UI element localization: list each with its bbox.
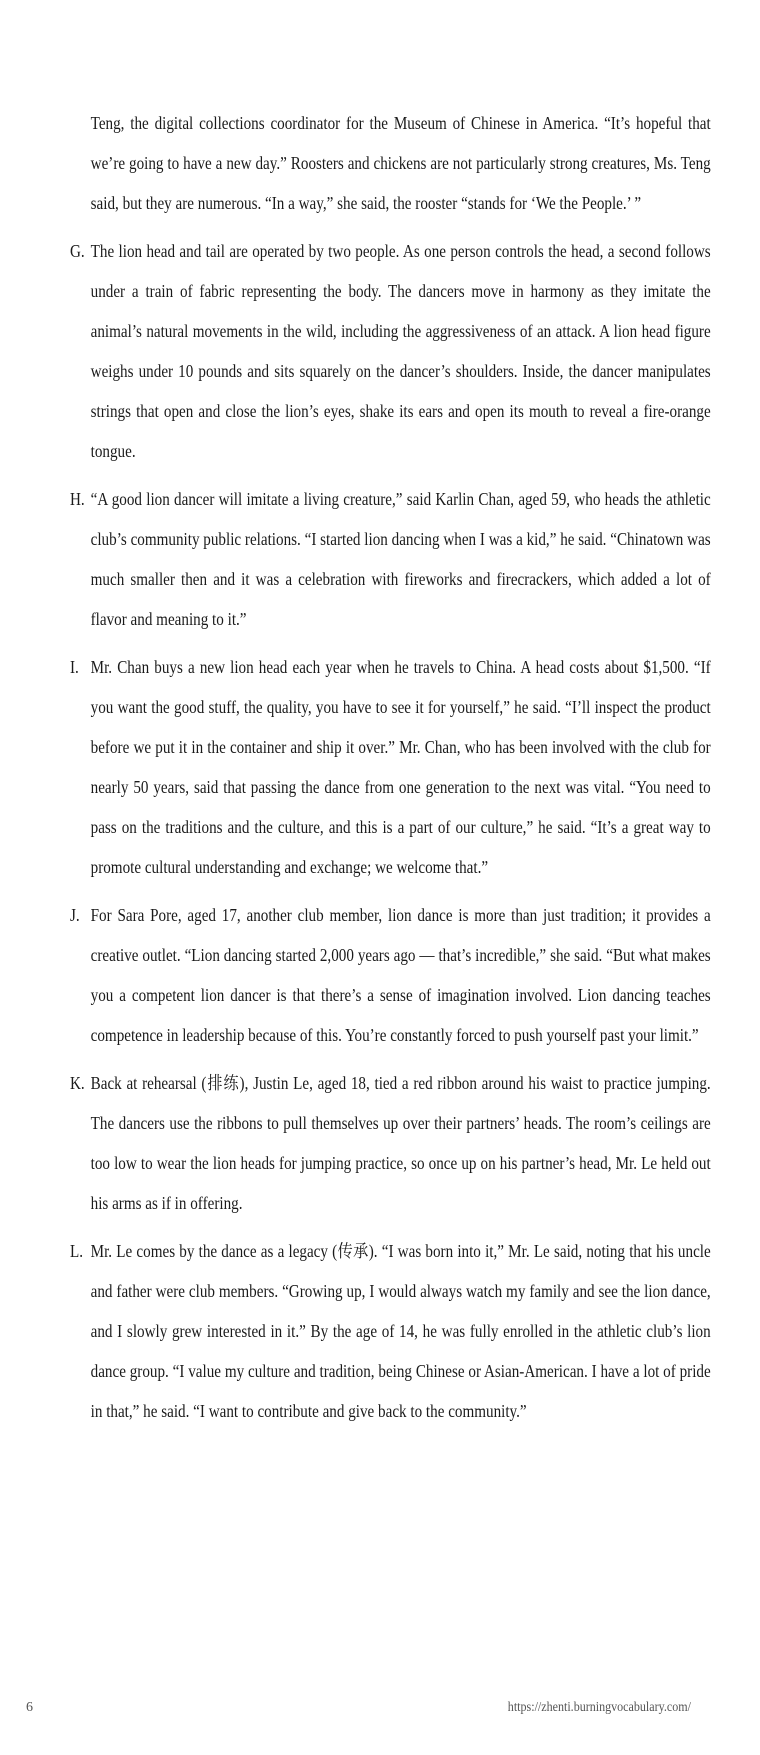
- paragraph-text: Mr. Chan buys a new lion head each year when he travels to China. A head costs about $1,500. “If you want the good stuff, the quality, you have to see it for yourself,” he said. “I’ll inspect the product before we put it in the container and ship it over.” Mr. Chan, who has been involved with the club for nearly 50 years, said that passing the dance from one generation to the next was vital. “You need to pass on the traditions and the culture, and this is a part of our culture,” he said. “It’s a great way to promote cultural understanding and exchange; we welcome that.”: [90, 657, 711, 877]
- paragraph-letter: G.: [70, 241, 85, 261]
- paragraph-text: Back at rehearsal (排练), Justin Le, aged 18, tied a red ribbon around his waist to practice jumping. The dancers use the ribbons to pull themselves up over their partners’ heads. The room’s ceilings are too low to wear the lion heads for jumping practice, so once up on his partner’s head, Mr. Le held out his arms as if in offering.: [90, 1073, 711, 1213]
- page-number: 6: [26, 1700, 33, 1715]
- paragraph-text: The lion head and tail are operated by two people. As one person controls the head, a second follows under a train of fabric representing the body. The dancers move in harmony as they imitate the animal’s natural movements in the wild, including the aggressiveness of an attack. A lion head figure weighs under 10 pounds and sits squarely on the dancer’s shoulders. Inside, the dancer manipulates strings that open and close the lion’s eyes, shake its ears and open its mouth to reveal a fire-orange tongue.: [90, 241, 711, 461]
- paragraph-l: [70, 1231, 711, 1431]
- paragraph-h: [70, 479, 711, 639]
- paragraph-letter: H.: [70, 489, 85, 509]
- footer-url-link[interactable]: https://zhenti.burningvocabulary.com/: [507, 1700, 691, 1715]
- article-body: [70, 103, 711, 1439]
- paragraph-i: [70, 647, 711, 887]
- paragraph-continued: [70, 103, 711, 223]
- paragraph-letter: L.: [70, 1241, 84, 1261]
- paragraph-text: Mr. Le comes by the dance as a legacy (传承). “I was born into it,” Mr. Le said, noting that his uncle and father were club members. “Growing up, I would always watch my family and see the lion dance, and I slowly grew interested in it.” By the age of 14, he was fully enrolled in the athletic club’s lion dance group. “I value my culture and tradition, being Chinese or Asian-American. I have a lot of pride in that,” he said. “I want to contribute and give back to the community.”: [90, 1241, 711, 1421]
- paragraph-j: [70, 895, 711, 1055]
- paragraph-text: For Sara Pore, aged 17, another club member, lion dance is more than just tradition; it provides a creative outlet. “Lion dancing started 2,000 years ago — that’s incredible,” she said. “But what makes you a competent lion dancer is that there’s a sense of imagination involved. Lion dancing teaches competence in leadership because of this. You’re constantly forced to push yourself past your limit.”: [90, 905, 711, 1045]
- paragraph-g: [70, 231, 711, 471]
- paragraph-text: “A good lion dancer will imitate a living creature,” said Karlin Chan, aged 59, who heads the athletic club’s community public relations. “I started lion dancing when I was a kid,” he said. “Chinatown was much smaller then and it was a celebration with fireworks and firecrackers, which added a lot of flavor and meaning to it.”: [90, 489, 711, 629]
- paragraph-letter: J.: [70, 905, 80, 925]
- paragraph-letter: K.: [70, 1073, 85, 1093]
- paragraph-letter: I.: [70, 657, 79, 677]
- paragraph-text: Teng, the digital collections coordinator for the Museum of Chinese in America. “It’s hopeful that we’re going to have a new day.” Roosters and chickens are not particularly strong creatures, Ms. Teng said, but they are numerous. “In a way,” she said, the rooster “stands for ‘We the People.’ ”: [90, 113, 711, 213]
- paragraph-k: [70, 1063, 711, 1223]
